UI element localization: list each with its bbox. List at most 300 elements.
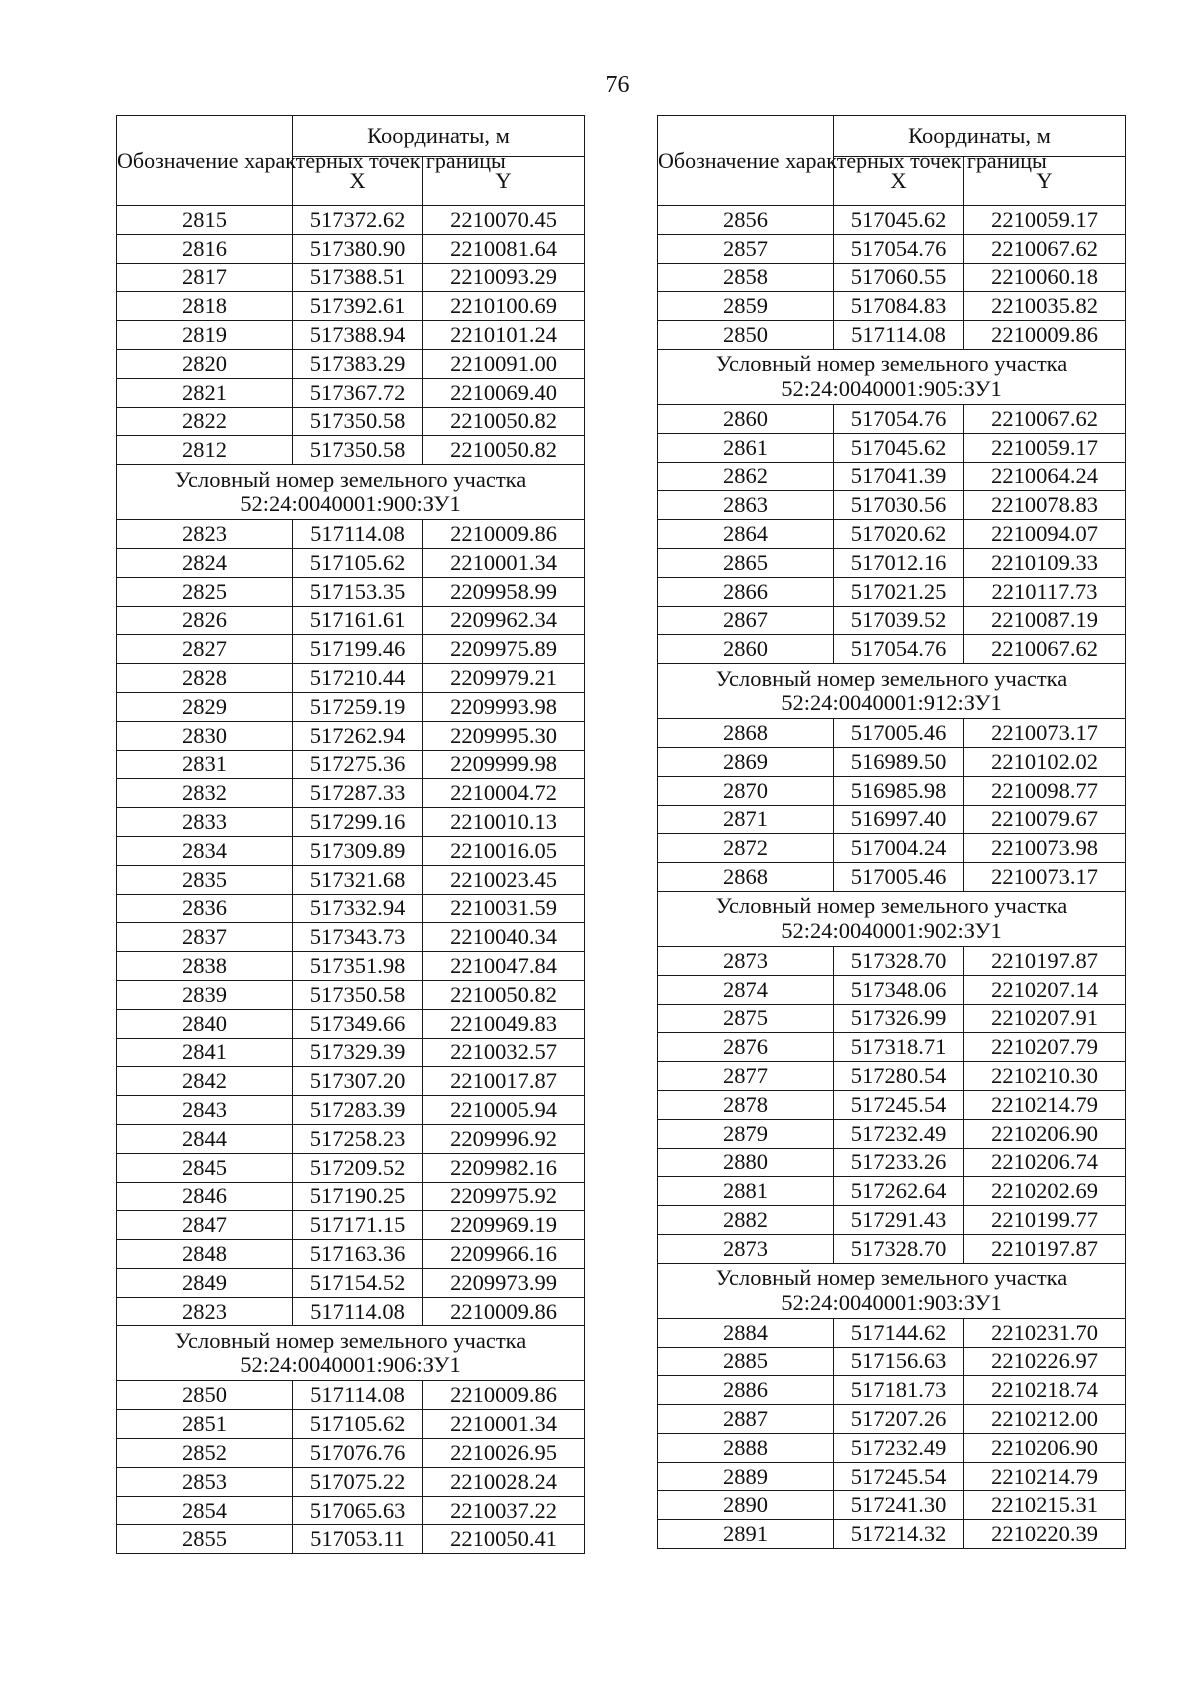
y-coordinate-cell: 2210017.87 — [423, 1067, 585, 1096]
point-number-cell: 2871 — [658, 805, 834, 834]
point-number-cell: 2868 — [658, 863, 834, 892]
y-coordinate-cell: 2210207.79 — [964, 1033, 1126, 1062]
parcel-number-cell — [117, 1326, 585, 1381]
point-number-cell: 2881 — [658, 1177, 834, 1206]
x-coordinate-cell: 517114.08 — [293, 1297, 423, 1326]
point-number-cell: 2888 — [658, 1433, 834, 1462]
table-row — [658, 321, 1126, 350]
point-number-cell: 2820 — [117, 349, 293, 378]
y-coordinate-cell: 2210028.24 — [423, 1467, 585, 1496]
x-coordinate-cell: 517232.49 — [834, 1119, 964, 1148]
y-coordinate-cell: 2209979.21 — [423, 664, 585, 693]
point-number-cell: 2850 — [658, 321, 834, 350]
x-coordinate-cell: 517383.29 — [293, 349, 423, 378]
point-number-cell: 2866 — [658, 577, 834, 606]
x-coordinate-cell: 517299.16 — [293, 808, 423, 837]
y-coordinate-cell: 2210073.17 — [964, 863, 1126, 892]
y-coordinate-cell: 2210049.83 — [423, 1009, 585, 1038]
table-row — [117, 321, 585, 350]
y-coordinate-cell: 2210037.22 — [423, 1496, 585, 1525]
table-row — [658, 1347, 1126, 1376]
x-coordinate-cell: 517214.32 — [834, 1520, 964, 1549]
y-coordinate-cell: 2210215.31 — [964, 1491, 1126, 1520]
point-number-cell: 2876 — [658, 1033, 834, 1062]
parcel-header-row — [658, 349, 1126, 404]
table-row — [117, 436, 585, 465]
point-number-cell: 2826 — [117, 606, 293, 635]
x-coordinate-cell: 517233.26 — [834, 1148, 964, 1177]
table-row — [117, 263, 585, 292]
y-coordinate-cell: 2210101.24 — [423, 321, 585, 350]
table-row — [658, 462, 1126, 491]
table-row — [658, 1491, 1126, 1520]
y-coordinate-cell: 2210050.82 — [423, 980, 585, 1009]
y-coordinate-cell: 2210009.86 — [423, 520, 585, 549]
y-coordinate-cell: 2210206.90 — [964, 1433, 1126, 1462]
y-coordinate-cell: 2210073.17 — [964, 719, 1126, 748]
y-coordinate-cell: 2210023.45 — [423, 865, 585, 894]
y-coordinate-cell: 2210001.34 — [423, 548, 585, 577]
parcel-header-row — [658, 1263, 1126, 1318]
point-label-header: Обозначение характерных точек границы — [117, 116, 293, 206]
x-coordinate-cell: 517156.63 — [834, 1347, 964, 1376]
x-coordinate-cell: 517105.62 — [293, 548, 423, 577]
point-number-cell: 2824 — [117, 548, 293, 577]
point-number-cell: 2854 — [117, 1496, 293, 1525]
point-number-cell: 2815 — [117, 206, 293, 235]
y-coordinate-cell: 2209982.16 — [423, 1153, 585, 1182]
point-number-cell: 2849 — [117, 1268, 293, 1297]
x-coordinate-cell: 517199.46 — [293, 635, 423, 664]
y-coordinate-cell: 2209969.19 — [423, 1211, 585, 1240]
table-row — [658, 946, 1126, 975]
coords-header: Координаты, м — [293, 116, 585, 157]
x-coordinate-cell: 517004.24 — [834, 834, 964, 863]
x-coordinate-cell: 517245.54 — [834, 1462, 964, 1491]
table-row — [117, 1038, 585, 1067]
table-row — [658, 404, 1126, 433]
table-row — [117, 206, 585, 235]
x-coordinate-cell: 517241.30 — [834, 1491, 964, 1520]
point-number-cell: 2844 — [117, 1124, 293, 1153]
point-number-cell: 2861 — [658, 433, 834, 462]
table-row — [658, 1148, 1126, 1177]
table-row — [117, 952, 585, 981]
point-number-cell: 2845 — [117, 1153, 293, 1182]
parcel-header-row — [658, 891, 1126, 946]
x-coordinate-cell: 517041.39 — [834, 462, 964, 491]
point-number-cell: 2829 — [117, 692, 293, 721]
x-coordinate-cell: 517350.58 — [293, 980, 423, 1009]
x-coordinate-cell: 517349.66 — [293, 1009, 423, 1038]
table-row — [117, 292, 585, 321]
parcel-number-cell — [658, 349, 1126, 404]
x-coordinate-cell: 517076.76 — [293, 1439, 423, 1468]
x-coordinate-cell: 517283.39 — [293, 1096, 423, 1125]
x-coordinate-cell: 517207.26 — [834, 1405, 964, 1434]
table-row — [658, 292, 1126, 321]
point-number-cell: 2878 — [658, 1090, 834, 1119]
x-coordinate-cell: 517275.36 — [293, 750, 423, 779]
parcel-caption: Условный номер земельного участка — [715, 1265, 1068, 1291]
x-coordinate-cell: 517153.35 — [293, 577, 423, 606]
x-coordinate-cell: 517163.36 — [293, 1240, 423, 1269]
x-coordinate-cell: 517328.70 — [834, 946, 964, 975]
table-row — [117, 1525, 585, 1554]
table-row — [117, 1381, 585, 1410]
y-coordinate-cell: 2210064.24 — [964, 462, 1126, 491]
point-number-cell: 2841 — [117, 1038, 293, 1067]
parcel-caption: Условный номер земельного участка — [174, 1327, 527, 1353]
table-row — [658, 1062, 1126, 1091]
x-coordinate-cell: 517210.44 — [293, 664, 423, 693]
table-row — [117, 349, 585, 378]
y-coordinate-cell: 2210059.17 — [964, 206, 1126, 235]
y-coordinate-cell: 2210207.91 — [964, 1004, 1126, 1033]
y-coordinate-cell: 2209966.16 — [423, 1240, 585, 1269]
point-number-cell: 2823 — [117, 520, 293, 549]
x-coordinate-cell: 517307.20 — [293, 1067, 423, 1096]
point-number-cell: 2842 — [117, 1067, 293, 1096]
table-row — [117, 1297, 585, 1326]
x-coordinate-cell: 517114.08 — [834, 321, 964, 350]
y-coordinate-cell: 2210079.67 — [964, 805, 1126, 834]
table-row — [117, 1410, 585, 1439]
point-number-cell: 2838 — [117, 952, 293, 981]
table-row — [658, 1234, 1126, 1263]
table-row — [117, 980, 585, 1009]
y-coordinate-cell: 2210059.17 — [964, 433, 1126, 462]
y-coordinate-cell: 2209973.99 — [423, 1268, 585, 1297]
y-coordinate-cell: 2210016.05 — [423, 836, 585, 865]
y-coordinate-cell: 2210073.98 — [964, 834, 1126, 863]
x-coordinate-cell: 517045.62 — [834, 206, 964, 235]
point-number-cell: 2821 — [117, 378, 293, 407]
point-number-cell: 2827 — [117, 635, 293, 664]
table-row — [117, 606, 585, 635]
x-coordinate-cell: 517030.56 — [834, 491, 964, 520]
y-coordinate-cell: 2210026.95 — [423, 1439, 585, 1468]
table-row — [117, 577, 585, 606]
y-coordinate-cell: 2209996.92 — [423, 1124, 585, 1153]
parcel-header-row — [117, 1326, 585, 1381]
table-row — [117, 1211, 585, 1240]
table-row — [117, 836, 585, 865]
point-number-cell: 2843 — [117, 1096, 293, 1125]
parcel-cadastral-number: 52:24:0040001:902:ЗУ1 — [781, 917, 1002, 943]
table-row — [658, 606, 1126, 635]
coords-header: Координаты, м — [834, 116, 1126, 157]
point-number-cell: 2830 — [117, 721, 293, 750]
y-coordinate-cell: 2210197.87 — [964, 946, 1126, 975]
table-row — [658, 263, 1126, 292]
x-coordinate-cell: 517329.39 — [293, 1038, 423, 1067]
y-coordinate-cell: 2210032.57 — [423, 1038, 585, 1067]
table-row — [658, 1033, 1126, 1062]
x-coordinate-cell: 517190.25 — [293, 1182, 423, 1211]
point-number-cell: 2855 — [117, 1525, 293, 1554]
y-coordinate-cell: 2210069.40 — [423, 378, 585, 407]
point-number-cell: 2859 — [658, 292, 834, 321]
table-row — [117, 923, 585, 952]
table-row — [117, 750, 585, 779]
point-number-cell: 2873 — [658, 946, 834, 975]
table-row — [658, 548, 1126, 577]
table-row — [658, 1405, 1126, 1434]
y-coordinate-cell: 2210004.72 — [423, 779, 585, 808]
table-row — [658, 805, 1126, 834]
x-coordinate-cell: 517262.64 — [834, 1177, 964, 1206]
table-row — [658, 1177, 1126, 1206]
x-coordinate-cell: 517350.58 — [293, 436, 423, 465]
point-number-cell: 2863 — [658, 491, 834, 520]
x-coordinate-cell: 517171.15 — [293, 1211, 423, 1240]
x-coordinate-cell: 516997.40 — [834, 805, 964, 834]
y-coordinate-cell: 2210098.77 — [964, 776, 1126, 805]
x-coordinate-cell: 517348.06 — [834, 975, 964, 1004]
table-row — [658, 776, 1126, 805]
x-coordinate-cell: 517287.33 — [293, 779, 423, 808]
table-row — [658, 635, 1126, 664]
point-number-cell: 2840 — [117, 1009, 293, 1038]
y-coordinate-cell: 2210009.86 — [423, 1381, 585, 1410]
x-coordinate-cell: 517245.54 — [834, 1090, 964, 1119]
point-number-cell: 2847 — [117, 1211, 293, 1240]
table-row — [117, 635, 585, 664]
parcel-caption: Условный номер земельного участка — [715, 351, 1068, 377]
parcel-header-row — [117, 465, 585, 520]
y-coordinate-cell: 2210047.84 — [423, 952, 585, 981]
y-coordinate-cell: 2210094.07 — [964, 520, 1126, 549]
table-row — [658, 206, 1126, 235]
table-row — [658, 1090, 1126, 1119]
parcel-caption: Условный номер земельного участка — [715, 665, 1068, 691]
parcel-header-row — [658, 664, 1126, 719]
table-row — [658, 834, 1126, 863]
table-row — [117, 1467, 585, 1496]
point-number-cell: 2851 — [117, 1410, 293, 1439]
point-number-cell: 2853 — [117, 1467, 293, 1496]
point-number-cell: 2864 — [658, 520, 834, 549]
point-number-cell: 2877 — [658, 1062, 834, 1091]
y-header: Y — [964, 157, 1126, 206]
x-coordinate-cell: 517114.08 — [293, 520, 423, 549]
table-row — [117, 1439, 585, 1468]
point-number-cell: 2890 — [658, 1491, 834, 1520]
point-number-cell: 2828 — [117, 664, 293, 693]
x-coordinate-cell: 517380.90 — [293, 234, 423, 263]
page-number: 76 — [605, 72, 630, 98]
x-coordinate-cell: 517045.62 — [834, 433, 964, 462]
parcel-caption: Условный номер земельного участка — [174, 466, 527, 492]
table-row — [117, 378, 585, 407]
point-number-cell: 2816 — [117, 234, 293, 263]
point-number-cell: 2858 — [658, 263, 834, 292]
point-number-cell: 2848 — [117, 1240, 293, 1269]
x-coordinate-cell: 517332.94 — [293, 894, 423, 923]
point-number-cell: 2822 — [117, 407, 293, 436]
x-coordinate-cell: 517326.99 — [834, 1004, 964, 1033]
y-coordinate-cell: 2210078.83 — [964, 491, 1126, 520]
y-coordinate-cell: 2210060.18 — [964, 263, 1126, 292]
x-coordinate-cell: 517291.43 — [834, 1206, 964, 1235]
x-coordinate-cell: 517039.52 — [834, 606, 964, 635]
table-row — [658, 1004, 1126, 1033]
point-number-cell: 2823 — [117, 1297, 293, 1326]
table-row — [658, 1376, 1126, 1405]
y-coordinate-cell: 2210226.97 — [964, 1347, 1126, 1376]
y-coordinate-cell: 2210005.94 — [423, 1096, 585, 1125]
table-row — [658, 1119, 1126, 1148]
y-coordinate-cell: 2210218.74 — [964, 1376, 1126, 1405]
table-row — [117, 1268, 585, 1297]
parcel-cadastral-number: 52:24:0040001:912:ЗУ1 — [781, 690, 1002, 716]
point-number-cell: 2831 — [117, 750, 293, 779]
table-row — [117, 865, 585, 894]
table-row — [658, 863, 1126, 892]
y-coordinate-cell: 2209975.89 — [423, 635, 585, 664]
y-coordinate-cell: 2209975.92 — [423, 1182, 585, 1211]
point-number-cell: 2885 — [658, 1347, 834, 1376]
x-coordinate-cell: 517065.63 — [293, 1496, 423, 1525]
x-coordinate-cell: 517154.52 — [293, 1268, 423, 1297]
point-number-cell: 2825 — [117, 577, 293, 606]
y-coordinate-cell: 2210009.86 — [964, 321, 1126, 350]
point-number-cell: 2817 — [117, 263, 293, 292]
y-coordinate-cell: 2210220.39 — [964, 1520, 1126, 1549]
point-number-cell: 2862 — [658, 462, 834, 491]
table-row — [658, 1318, 1126, 1347]
table-row — [658, 1206, 1126, 1235]
y-coordinate-cell: 2209993.98 — [423, 692, 585, 721]
table-row — [658, 577, 1126, 606]
x-coordinate-cell: 517232.49 — [834, 1433, 964, 1462]
y-coordinate-cell: 2210102.02 — [964, 747, 1126, 776]
point-number-cell: 2870 — [658, 776, 834, 805]
x-coordinate-cell: 517161.61 — [293, 606, 423, 635]
x-coordinate-cell: 517020.62 — [834, 520, 964, 549]
table-row — [658, 1433, 1126, 1462]
table-row — [658, 491, 1126, 520]
y-coordinate-cell: 2210202.69 — [964, 1177, 1126, 1206]
y-coordinate-cell: 2210212.00 — [964, 1405, 1126, 1434]
table-row — [658, 975, 1126, 1004]
table-row — [117, 1124, 585, 1153]
x-coordinate-cell: 517388.51 — [293, 263, 423, 292]
point-number-cell: 2832 — [117, 779, 293, 808]
x-coordinate-cell: 517392.61 — [293, 292, 423, 321]
y-coordinate-cell: 2210206.74 — [964, 1148, 1126, 1177]
table-row — [658, 1462, 1126, 1491]
table-row — [117, 1153, 585, 1182]
x-coordinate-cell: 517005.46 — [834, 863, 964, 892]
y-coordinate-cell: 2210210.30 — [964, 1062, 1126, 1091]
y-coordinate-cell: 2210081.64 — [423, 234, 585, 263]
y-coordinate-cell: 2210207.14 — [964, 975, 1126, 1004]
y-coordinate-cell: 2210009.86 — [423, 1297, 585, 1326]
x-coordinate-cell: 517114.08 — [293, 1381, 423, 1410]
x-coordinate-cell: 517075.22 — [293, 1467, 423, 1496]
x-coordinate-cell: 516985.98 — [834, 776, 964, 805]
parcel-number-cell — [658, 664, 1126, 719]
y-coordinate-cell: 2210117.73 — [964, 577, 1126, 606]
x-coordinate-cell: 517259.19 — [293, 692, 423, 721]
x-coordinate-cell: 517005.46 — [834, 719, 964, 748]
x-coordinate-cell: 517388.94 — [293, 321, 423, 350]
x-header: X — [293, 157, 423, 206]
y-coordinate-cell: 2209995.30 — [423, 721, 585, 750]
x-coordinate-cell: 517209.52 — [293, 1153, 423, 1182]
y-coordinate-cell: 2210067.62 — [964, 635, 1126, 664]
parcel-number-cell — [658, 891, 1126, 946]
x-coordinate-cell: 517321.68 — [293, 865, 423, 894]
y-coordinate-cell: 2210031.59 — [423, 894, 585, 923]
y-coordinate-cell: 2210100.69 — [423, 292, 585, 321]
y-coordinate-cell: 2210010.13 — [423, 808, 585, 837]
table-row — [658, 747, 1126, 776]
point-number-cell: 2882 — [658, 1206, 834, 1235]
table-row — [117, 721, 585, 750]
point-number-cell: 2880 — [658, 1148, 834, 1177]
x-coordinate-cell: 517054.76 — [834, 234, 964, 263]
point-number-cell: 2819 — [117, 321, 293, 350]
y-coordinate-cell: 2210035.82 — [964, 292, 1126, 321]
y-coordinate-cell: 2210040.34 — [423, 923, 585, 952]
point-number-cell: 2887 — [658, 1405, 834, 1434]
x-coordinate-cell: 517350.58 — [293, 407, 423, 436]
table-row — [117, 808, 585, 837]
x-coordinate-cell: 517181.73 — [834, 1376, 964, 1405]
y-coordinate-cell: 2210067.62 — [964, 234, 1126, 263]
x-coordinate-cell: 517084.83 — [834, 292, 964, 321]
parcel-number-cell — [117, 465, 585, 520]
y-coordinate-cell: 2210093.29 — [423, 263, 585, 292]
y-coordinate-cell: 2210231.70 — [964, 1318, 1126, 1347]
coordinates-table-right — [657, 115, 1126, 1549]
y-coordinate-cell: 2210050.41 — [423, 1525, 585, 1554]
y-coordinate-cell: 2209999.98 — [423, 750, 585, 779]
point-number-cell: 2836 — [117, 894, 293, 923]
point-number-cell: 2874 — [658, 975, 834, 1004]
parcel-cadastral-number: 52:24:0040001:900:ЗУ1 — [240, 491, 461, 517]
table-row — [658, 433, 1126, 462]
table-row — [117, 520, 585, 549]
y-coordinate-cell: 2210091.00 — [423, 349, 585, 378]
point-label-header: Обозначение характерных точек границы — [658, 116, 834, 206]
y-coordinate-cell: 2210214.79 — [964, 1462, 1126, 1491]
y-coordinate-cell: 2210199.77 — [964, 1206, 1126, 1235]
x-coordinate-cell: 517351.98 — [293, 952, 423, 981]
table-row — [117, 1096, 585, 1125]
point-number-cell: 2875 — [658, 1004, 834, 1033]
x-coordinate-cell: 517343.73 — [293, 923, 423, 952]
x-coordinate-cell: 517309.89 — [293, 836, 423, 865]
table-row — [117, 1067, 585, 1096]
point-number-cell: 2865 — [658, 548, 834, 577]
x-coordinate-cell: 517280.54 — [834, 1062, 964, 1091]
y-coordinate-cell: 2209958.99 — [423, 577, 585, 606]
y-coordinate-cell: 2210001.34 — [423, 1410, 585, 1439]
table-row — [117, 1182, 585, 1211]
point-number-cell: 2869 — [658, 747, 834, 776]
x-coordinate-cell: 517262.94 — [293, 721, 423, 750]
table-row — [117, 1009, 585, 1038]
point-number-cell: 2889 — [658, 1462, 834, 1491]
y-coordinate-cell: 2209962.34 — [423, 606, 585, 635]
table-row — [117, 1240, 585, 1269]
point-number-cell: 2879 — [658, 1119, 834, 1148]
point-number-cell: 2818 — [117, 292, 293, 321]
